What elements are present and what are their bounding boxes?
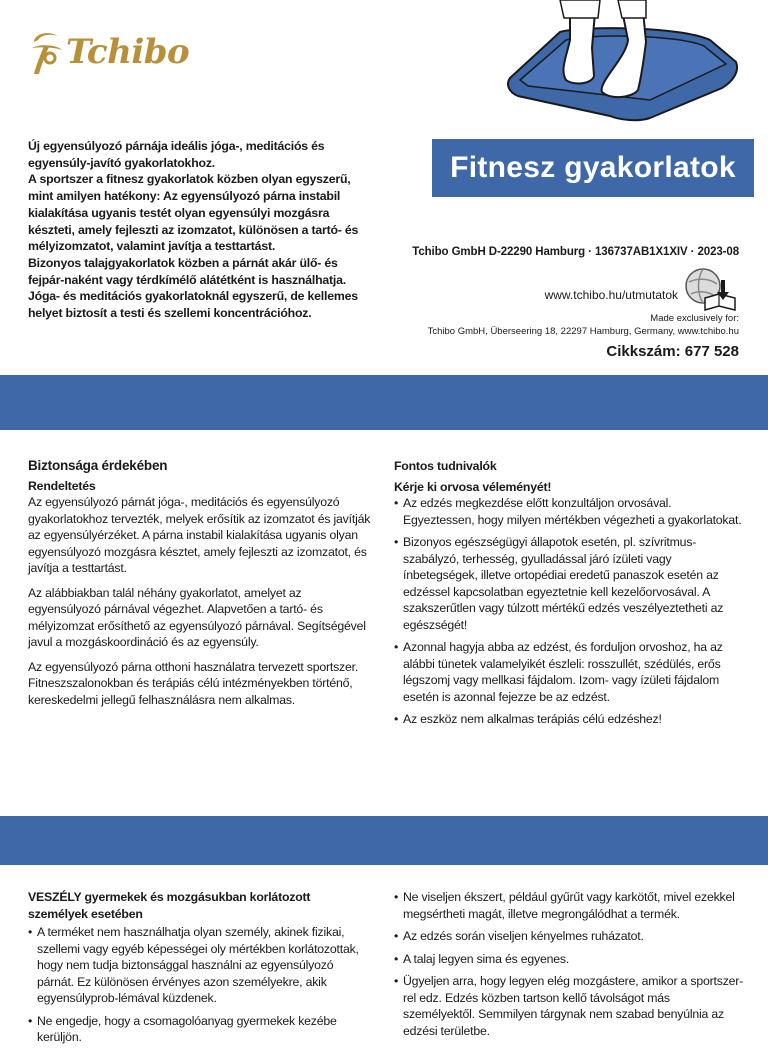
danger-column [28,889,373,1052]
section-heading: Biztonsága érdekében [28,458,168,473]
danger-list [28,924,373,1046]
body-paragraph: Az alábbiakban talál néhány gyakorlatot, amelyet az egyensúlyozó párnával végezhet. Alapvetően a tartó- és mélyizomzat erősíthető az egyensúlyozó párnával. Segítségével javul a mozgáskoordináció és az egyensúly. [28,585,366,649]
important-notes-column [394,458,744,734]
safety-column [28,458,373,716]
precautions-list [394,889,744,1039]
tchibo-logo-icon [28,28,64,76]
list-item: • A talaj legyen sima és egyenes. [394,951,744,968]
section-subheading: Rendeltetés [28,478,96,493]
list-item: • Az edzés során viseljen kényelmes ruházatot. [394,928,744,945]
section-subheading: Kérje ki orvosa véleményét! [394,479,552,494]
made-for-label: Made exclusively for: [650,313,739,324]
list-item: • Azonnal hagyja abba az edzést, és forduljon orvoshoz, ha az alábbi tünetek valamelyikét észleli: rosszullét, szédülés, erős légszomj vagy mellkasi fájdalom. Izom- vagy ízületi fájdalom esetén is azonnal fejezze be az edzést. [394,639,744,705]
precautions-column [394,889,744,1045]
intro-paragraph: Bizonyos talajgyakorlatok közben a párnát akár ülő- és fejpár-naként vagy térdkímélő alátétként is használhatja. [28,255,346,287]
list-item: • Az edzés megkezdése előtt konzultáljon orvosával. Egyeztessen, hogy milyen mértékben végezheti a gyakorlatokat. [394,495,744,528]
made-for-block [428,312,739,338]
article-number: Cikkszám: 677 528 [606,343,739,360]
intro-paragraph: Jóga- és meditációs gyakorlatoknál egyszerű, de kellemes helyet biztosít a testi és szellemi koncentrációhoz. [28,289,358,321]
globe-book-icon [683,266,739,312]
list-item: • A terméket nem használhatja olyan személy, akinek fizikai, szellemi vagy egyéb képességei oly mértékben korlátozottak, hogy nem tudja biztonsággal használni az egyensúlyozó párnát. Ez különösen érvényes azon személyekre, akik egyensúlyprob-lémával küzdenek. [28,924,373,1007]
list-item: • Bizonyos egészségügyi állapotok esetén, pl. szívritmus-szabályzó, terhesség, gyulladással járó ízületi vagy ínbetegségek, illetve ortopédiai eredetű panaszok esetén az edzéssel kapcsolatban egyeztetnie kell kezelőorvosával. A szakszerűtlen vagy túlzott mértékű edzés veszélyeztetheti az egészségét! [394,534,744,633]
page-title: Fitnesz gyakorlatok [450,151,736,184]
intro-paragraph: A sportszer a fitnesz gyakorlatok közben olyan egyszerű, mint amilyen hatékony: Az egyensúlyozó párna instabil kialakítása ugyanis testét olyan egyensúlyi mozgásra készteti, amely fejleszti az izomzatot, különösen a tartó- és mélyizomzatot, valamint javítja a testtartást. [28,172,359,254]
list-item: • Ügyeljen arra, hogy legyen elég mozgástere, amikor a sportszer-rel edz. Edzés közben tartson kellő távolságot más személyektől. Semmilyen tárgynak nem szabad benyúlnia az edzési területbe. [394,973,744,1039]
list-item: • Ne engedje, hogy a csomagolóanyag gyermekek kezébe kerüljön. [28,1013,373,1046]
intro-text [28,138,368,322]
body-paragraph: Az egyensúlyozó párnát jóga-, meditációs és egyensúlyozó gyakorlatokhoz tervezték, melyek erősítik az izomzatot és javítják az egyensúlyérzéket. A párna instabil kialakítása ugyanis olyan egyensúlyozó mozgásra késztet, amely fejleszti az izomzatot, és javítja a testtartást. [28,495,371,575]
page-title-band [432,139,754,197]
section-heading: Fontos tudnivalók [394,459,497,473]
intro-paragraph: Új egyensúlyozó párnája ideális jóga-, meditációs és egyensúly-javító gyakorlatokhoz. [28,139,325,170]
list-item: • Az eszköz nem alkalmas terápiás célú edzéshez! [394,711,744,728]
tchibo-logo [28,28,189,76]
body-paragraph: Az egyensúlyozó párna otthoni használatra tervezett sportszer. Fitneszszalonokban és terápiás célú intézményekben történő, kereskedelmi jellegű felhasználásra nem alkalmas. [28,659,359,707]
made-for-address: Tchibo GmbH, Überseering 18, 22297 Hamburg, Germany, www.tchibo.hu [427,326,739,337]
list-item: • Ne viseljen ékszert, például gyűrűt vagy karkötőt, mivel ezekkel megsértheti magát, illetve megrongálódhat a termék. [394,889,744,922]
notes-list [394,495,744,728]
section-heading: VESZÉLY gyermekek és mozgásukban korlátozott személyek esetében [28,890,311,921]
company-line: Tchibo GmbH D-22290 Hamburg · 136737AB1X1XIV · 2023-08 [412,246,739,258]
section-divider-band [0,375,768,430]
manuals-link[interactable]: www.tchibo.hu/utmutatok [544,288,678,302]
balance-cushion-illustration [500,0,740,120]
section-divider-band [0,816,768,865]
logo-text: Tchibo [66,32,190,72]
